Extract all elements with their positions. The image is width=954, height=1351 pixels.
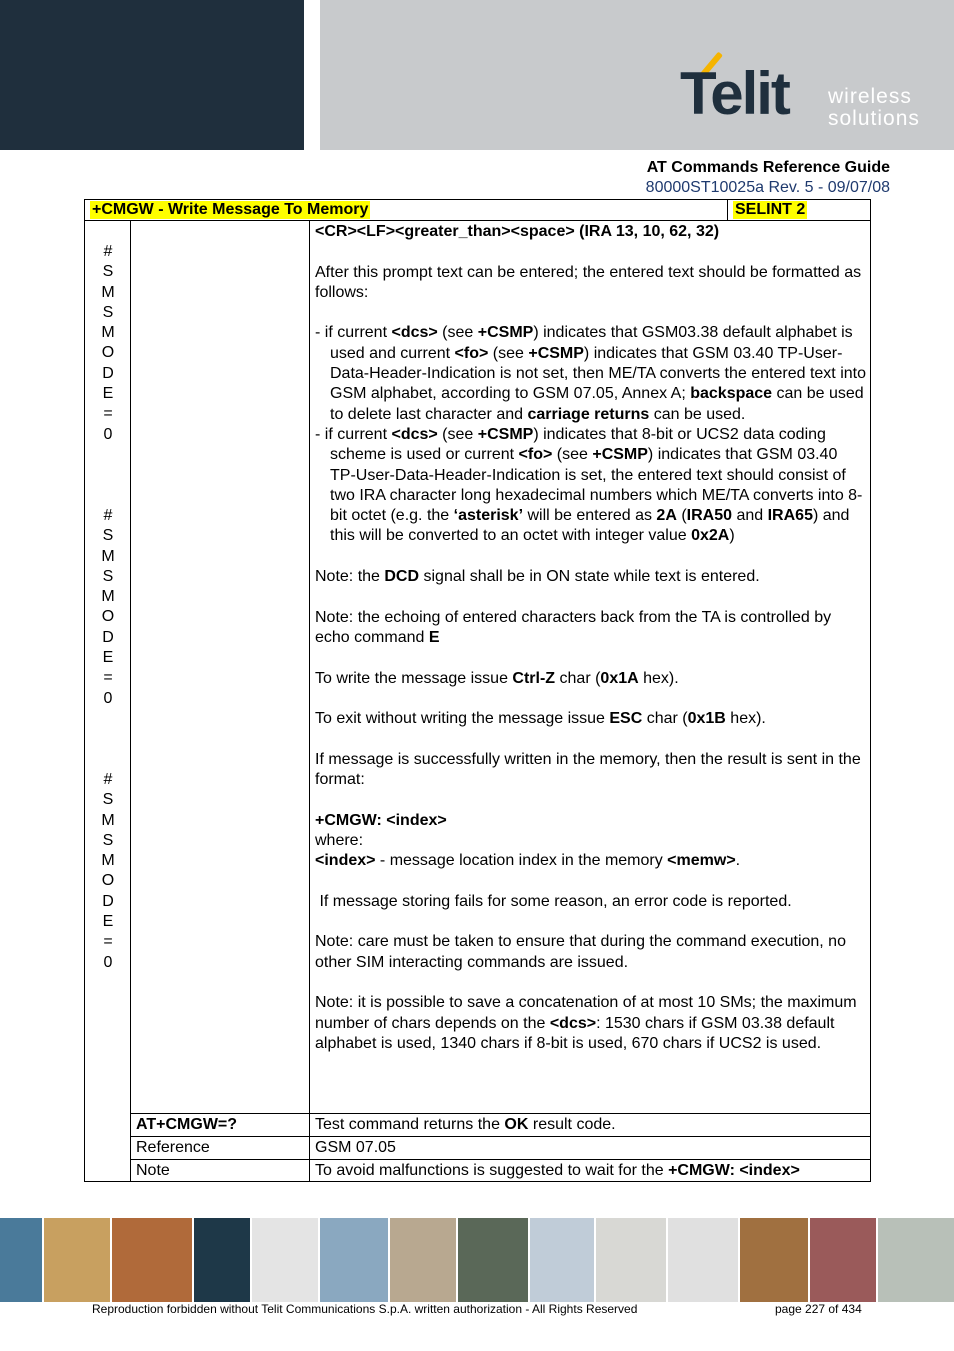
reference-value: GSM 07.05 — [315, 1139, 396, 1156]
selint-badge: SELINT 2 — [735, 201, 806, 218]
note-echo: Note: the echoing of entered characters back from the TA is controlled by echo command E — [315, 608, 832, 646]
footer-photo — [390, 1218, 456, 1302]
left-column-divider — [130, 221, 131, 1182]
smsmode-label: # S M S M O D E = 0 — [101, 771, 115, 971]
footer-photo — [320, 1218, 388, 1302]
bullet-gsm-alphabet: - if current <dcs> (see +CSMP) indicates that GSM03.38 default alphabet is used and current <fo> (see +CSMP) indicates that GSM 03.40 TP-User-Data-Header-Indication is not set, then ME/TA converts the entered text into GSM alphabet, according to GSM 07.05, Annex A; backspace can be used to delete last character and carriage returns can be used. — [315, 324, 866, 423]
footer-photo-strip — [0, 1218, 954, 1302]
smsmode-label: # S M S M O D E = 0 — [101, 243, 115, 443]
response-format: +CMGW: <index> — [315, 811, 447, 829]
paragraph: After this prompt text can be entered; the entered text should be formatted as follows: — [315, 263, 862, 301]
document-revision: 80000ST10025a Rev. 5 - 09/07/08 — [645, 179, 890, 196]
footer-photo — [810, 1218, 876, 1302]
footer-photo — [112, 1218, 192, 1302]
smsmode-labels — [86, 221, 130, 1181]
test-command-description: Test command returns the OK result code. — [315, 1116, 616, 1133]
success-text: If message is successfully written in the memory, then the result is sent in the format: — [315, 750, 861, 789]
failure-text: If message storing fails for some reason, an error code is reported. — [315, 892, 792, 910]
footer-photo — [458, 1218, 528, 1302]
smsmode-label: # S M S M O D E = 0 — [101, 507, 115, 707]
logo-tagline: wireless solutions — [828, 85, 920, 130]
table-border-right — [870, 221, 871, 1182]
note-concatenation: Note: it is possible to save a concatenation of at most 10 SMs; the maximum number of chars depends on the <dcs>: 1530 chars if GSM 03.38 default alphabet is used, 1340 chars if 8-bit is used, 670 chars if UCS2 is used. — [315, 994, 857, 1052]
write-instruction: To write the message issue Ctrl-Z char (0x1A hex). — [315, 669, 679, 687]
telit-logo — [676, 48, 936, 138]
footer-photo — [530, 1218, 594, 1302]
command-name: +CMGW - Write Message To Memory — [92, 201, 369, 218]
note-dcd: Note: the DCD signal shall be in ON state while text is entered. — [315, 568, 760, 586]
command-description — [315, 222, 867, 1054]
note-sim: Note: care must be taken to ensure that during the command execution, no other SIM interacting commands are issued. — [315, 933, 846, 971]
footer-photo — [194, 1218, 250, 1302]
footer-page-number: page 227 of 434 — [775, 1302, 862, 1316]
prompt-text: <CR><LF><greater_than><space> (IRA 13, 10, 62, 32) — [315, 223, 720, 240]
exit-instruction: To exit without writing the message issue ESC char (0x1B hex). — [315, 710, 766, 728]
header-dark-panel — [0, 0, 304, 150]
document-title: AT Commands Reference Guide — [646, 159, 890, 176]
row-divider — [130, 1136, 871, 1137]
index-definition: <index> - message location index in the memory <memw>. — [315, 852, 741, 870]
note-label: Note — [136, 1162, 170, 1179]
command-header-row — [84, 199, 871, 221]
footer-photo — [0, 1218, 42, 1302]
footer-photo — [252, 1218, 318, 1302]
row-divider — [130, 1113, 871, 1114]
footer-photo — [668, 1218, 738, 1302]
footer-photo — [740, 1218, 808, 1302]
bullet-8bit-ucs2: - if current <dcs> (see +CSMP) indicates that 8-bit or UCS2 data coding scheme is used or current <fo> (see +CSMP) indicates that GSM 03.40 TP-User-Data-Header-Indication is set, the entered text should consist of two IRA character long hexadecimal numbers which ME/TA converts into 8-bit octet (e.g. the ‘asterisk’ will be entered as 2A (IRA50 and IRA65) and this will be converted to an octet with integer value 0x2A) — [315, 425, 863, 545]
footer-photo — [878, 1218, 954, 1302]
row-divider — [130, 1159, 871, 1160]
table-border-left — [84, 221, 85, 1182]
note-value: To avoid malfunctions is suggested to wait for the +CMGW: <index> — [315, 1162, 800, 1179]
footer-photo — [596, 1218, 666, 1302]
test-command: AT+CMGW=? — [136, 1116, 238, 1133]
middle-column-divider — [309, 221, 310, 1182]
logo-text: Telit — [680, 60, 789, 127]
table-border-bottom — [84, 1181, 871, 1182]
footer-copyright: Reproduction forbidden without Telit Communications S.p.A. written authorization - All Rights Reserved — [92, 1302, 638, 1316]
reference-label: Reference — [136, 1139, 210, 1156]
footer-photo — [44, 1218, 110, 1302]
where-label: where: — [315, 831, 364, 849]
